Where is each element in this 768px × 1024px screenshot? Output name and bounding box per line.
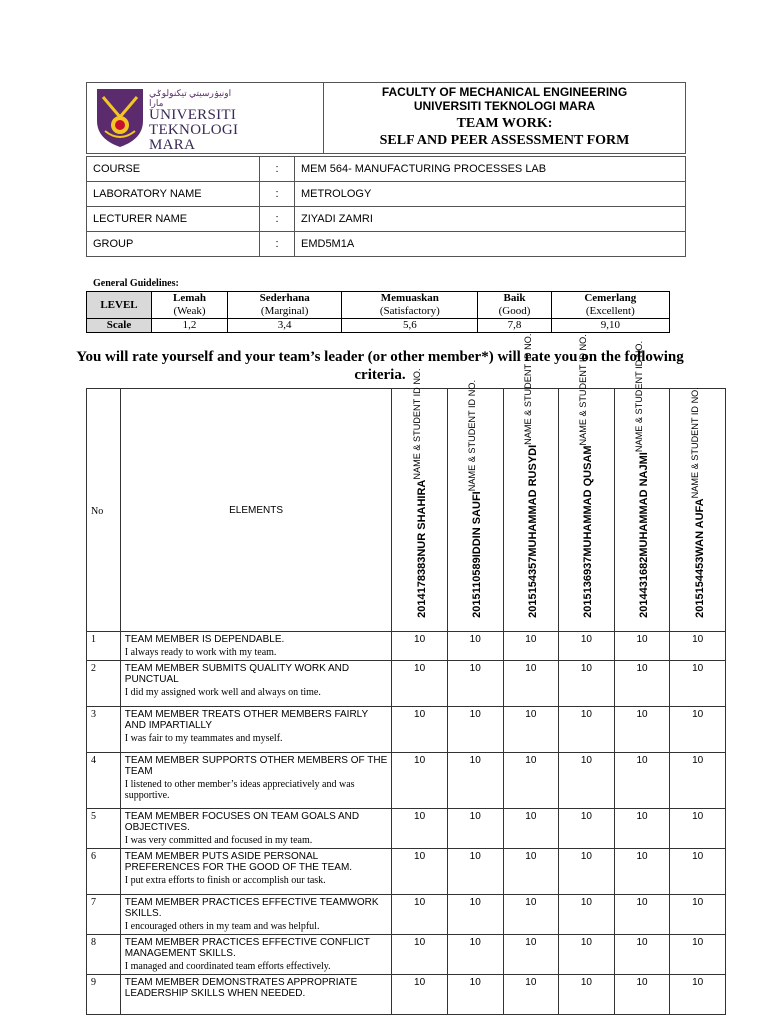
form-header [86,82,686,154]
level-marginal: Sederhana (Marginal) [228,292,342,319]
score-cell[interactable]: 10 [559,707,615,753]
row-number: 6 [87,849,121,895]
score-cell[interactable]: 10 [670,753,726,809]
score-cell[interactable]: 10 [559,753,615,809]
scale-value: 7,8 [478,319,551,333]
no-header: No [87,389,121,632]
scale-value: 3,4 [228,319,342,333]
row-number: 2 [87,661,121,707]
element-title: TEAM MEMBER PUTS ASIDE PERSONAL PREFERENCES FOR THE GOOD OF THE TEAM. [124,851,353,873]
score-cell[interactable]: 10 [392,849,448,895]
score-cell[interactable]: 10 [447,632,503,661]
element-title: TEAM MEMBER PRACTICES EFFECTIVE CONFLICT MANAGEMENT SKILLS. [124,937,370,959]
score-cell[interactable]: 10 [559,809,615,849]
score-cell[interactable]: 10 [447,809,503,849]
row-element [120,753,392,809]
uitm-logo [91,83,241,153]
element-description: I managed and coordinated team efforts effectively. [124,961,331,972]
score-cell[interactable]: 10 [614,632,670,661]
row-number: 1 [87,632,121,661]
logo-word-1: UNIVERSITI [149,107,237,123]
score-cell[interactable]: 10 [392,895,448,935]
member-header: 2015136937MUHAMMAD $QUSAM^{NAME \& STUDENT ID NO.}$ [559,389,615,632]
form-title-line2: SELF AND PEER ASSESSMENT FORM [379,133,630,148]
score-cell[interactable]: 10 [503,895,559,935]
table-row [87,849,726,895]
score-cell[interactable]: 10 [670,661,726,707]
score-cell[interactable]: 10 [392,935,448,975]
score-cell[interactable]: 10 [670,849,726,895]
info-value: EMD5M1A [295,232,686,257]
row-number: 5 [87,809,121,849]
score-cell[interactable]: 10 [559,661,615,707]
score-cell[interactable]: 10 [503,707,559,753]
form-title-line1: TEAM WORK: [456,116,553,131]
logo-word-3: MARA [149,137,196,153]
score-cell[interactable]: 10 [447,935,503,975]
element-title: TEAM MEMBER SUPPORTS OTHER MEMBERS OF THE TEAM [124,755,388,777]
table-row [87,707,726,753]
score-cell[interactable]: 10 [614,753,670,809]
row-element [120,661,392,707]
scale-value: 9,10 [551,319,669,333]
score-cell[interactable]: 10 [392,632,448,661]
score-cell[interactable]: 10 [670,809,726,849]
score-cell[interactable]: 10 [559,632,615,661]
score-cell[interactable]: 10 [447,753,503,809]
info-row-course [87,157,686,182]
row-number: 8 [87,935,121,975]
member-header: 2014431682MUHAMMAD $NAJMI^{NAME \& STUDENT ID NO.}$ [614,389,670,632]
score-cell[interactable]: 10 [503,975,559,1015]
score-cell[interactable]: 10 [670,935,726,975]
row-element [120,849,392,895]
score-cell[interactable]: 10 [614,935,670,975]
table-row [87,809,726,849]
logo-word-2: TEKNOLOGI [149,122,239,138]
member-header: 2015154453WAN $AUFA^{NAME \& STUDENT ID NO.}$ [670,389,726,632]
row-element [120,895,392,935]
scale-row [87,319,670,333]
guidelines-title: General Guidelines: [93,278,179,289]
element-title: TEAM MEMBER DEMONSTRATES APPROPRIATE LEADERSHIP SKILLS WHEN NEEDED. [124,977,358,999]
instruction-text: You will rate yourself and your team’s leader (or other member*) will rate you on the following criteria. [76,349,684,383]
logo-arabic-text: اونيۏرسيتي تيكنولوݢي مارا [149,88,232,108]
table-row [87,975,726,1015]
score-cell[interactable]: 10 [447,707,503,753]
row-number: 9 [87,975,121,1015]
score-cell[interactable]: 10 [559,935,615,975]
element-description: I always ready to work with my team. [124,647,277,658]
score-cell[interactable]: 10 [614,975,670,1015]
element-description: I listened to other member’s ideas appreciatively and was supportive. [124,779,355,801]
element-title: TEAM MEMBER FOCUSES ON TEAM GOALS AND OBJECTIVES. [124,811,360,833]
level-label: LEVEL [87,292,152,319]
info-colon: : [260,182,295,207]
score-cell[interactable]: 10 [503,661,559,707]
score-cell[interactable]: 10 [447,849,503,895]
uitm-crest-icon [93,87,147,149]
row-number: 4 [87,753,121,809]
score-cell[interactable]: 10 [670,707,726,753]
info-value: MEM 564- MANUFACTURING PROCESSES LAB [295,157,686,182]
assessment-header-row [87,389,726,632]
table-row [87,895,726,935]
score-cell[interactable]: 10 [503,849,559,895]
element-description: I did my assigned work well and always on time. [124,687,321,698]
score-cell[interactable]: 10 [614,809,670,849]
member-header: 2014178383NUR $SHAHIRA^{NAME \& STUDENT ID NO.}$ [392,389,448,632]
element-description: I was very committed and focused in my team. [124,835,313,846]
levels-row [87,292,670,319]
row-element [120,632,392,661]
row-number: 3 [87,707,121,753]
element-title: TEAM MEMBER IS DEPENDABLE. [124,634,285,645]
level-good: Baik (Good) [478,292,551,319]
element-title: TEAM MEMBER PRACTICES EFFECTIVE TEAMWORK SKILLS. [124,897,379,919]
element-title: TEAM MEMBER TREATS OTHER MEMBERS FAIRLY AND IMPARTIALLY [124,709,368,731]
level-weak: Lemah (Weak) [152,292,228,319]
score-cell[interactable]: 10 [614,707,670,753]
info-label: COURSE [87,157,260,182]
score-cell[interactable]: 10 [670,632,726,661]
row-number: 7 [87,895,121,935]
levels-table [86,291,670,333]
table-row [87,632,726,661]
score-cell[interactable]: 10 [392,753,448,809]
score-cell[interactable]: 10 [559,895,615,935]
row-element [120,809,392,849]
member-header: 2015110589IDDIN $SAUFI^{NAME \& STUDENT ID NO.}$ [447,389,503,632]
score-cell[interactable]: 10 [503,809,559,849]
info-value: METROLOGY [295,182,686,207]
info-colon: : [260,157,295,182]
score-cell[interactable]: 10 [392,661,448,707]
scale-value: 1,2 [152,319,228,333]
info-row-lecturer [87,207,686,232]
score-cell[interactable]: 10 [392,975,448,1015]
info-row-group [87,232,686,257]
element-description: I put extra efforts to finish or accomplish our task. [124,875,326,886]
score-cell[interactable]: 10 [447,661,503,707]
table-row [87,935,726,975]
scale-label: Scale [87,319,152,333]
info-colon: : [260,232,295,257]
score-cell[interactable]: 10 [392,809,448,849]
course-info-table [86,156,686,257]
level-satisfactory: Memuaskan (Satisfactory) [342,292,478,319]
score-cell[interactable]: 10 [614,849,670,895]
level-excellent: Cemerlang (Excellent) [551,292,669,319]
scale-value: 5,6 [342,319,478,333]
score-cell[interactable]: 10 [559,975,615,1015]
info-colon: : [260,207,295,232]
element-description: I encouraged others in my team and was helpful. [124,921,320,932]
score-cell[interactable]: 10 [670,975,726,1015]
table-row [87,661,726,707]
elements-header: ELEMENTS [120,389,392,632]
row-element [120,707,392,753]
score-cell[interactable]: 10 [614,895,670,935]
element-description: I was fair to my teammates and myself. [124,733,283,744]
score-cell[interactable]: 10 [670,895,726,935]
info-value: ZIYADI ZAMRI [295,207,686,232]
score-cell[interactable]: 10 [447,975,503,1015]
university-name: UNIVERSITI TEKNOLOGI MARA [413,99,596,113]
score-cell[interactable]: 10 [503,632,559,661]
score-cell[interactable]: 10 [392,707,448,753]
faculty-name: FACULTY OF MECHANICAL ENGINEERING [381,85,628,99]
score-cell[interactable]: 10 [559,849,615,895]
row-element [120,935,392,975]
member-header: 2015154357MUHAMMAD $RUSYDI^{NAME \& STUDENT ID NO.}$ [503,389,559,632]
score-cell[interactable]: 10 [503,935,559,975]
info-label: LECTURER NAME [87,207,260,232]
info-label: GROUP [87,232,260,257]
info-row-lab [87,182,686,207]
score-cell[interactable]: 10 [614,661,670,707]
table-row [87,753,726,809]
score-cell[interactable]: 10 [503,753,559,809]
element-title: TEAM MEMBER SUBMITS QUALITY WORK AND PUNCTUAL [124,663,350,685]
info-label: LABORATORY NAME [87,182,260,207]
row-element [120,975,392,1015]
score-cell[interactable]: 10 [447,895,503,935]
